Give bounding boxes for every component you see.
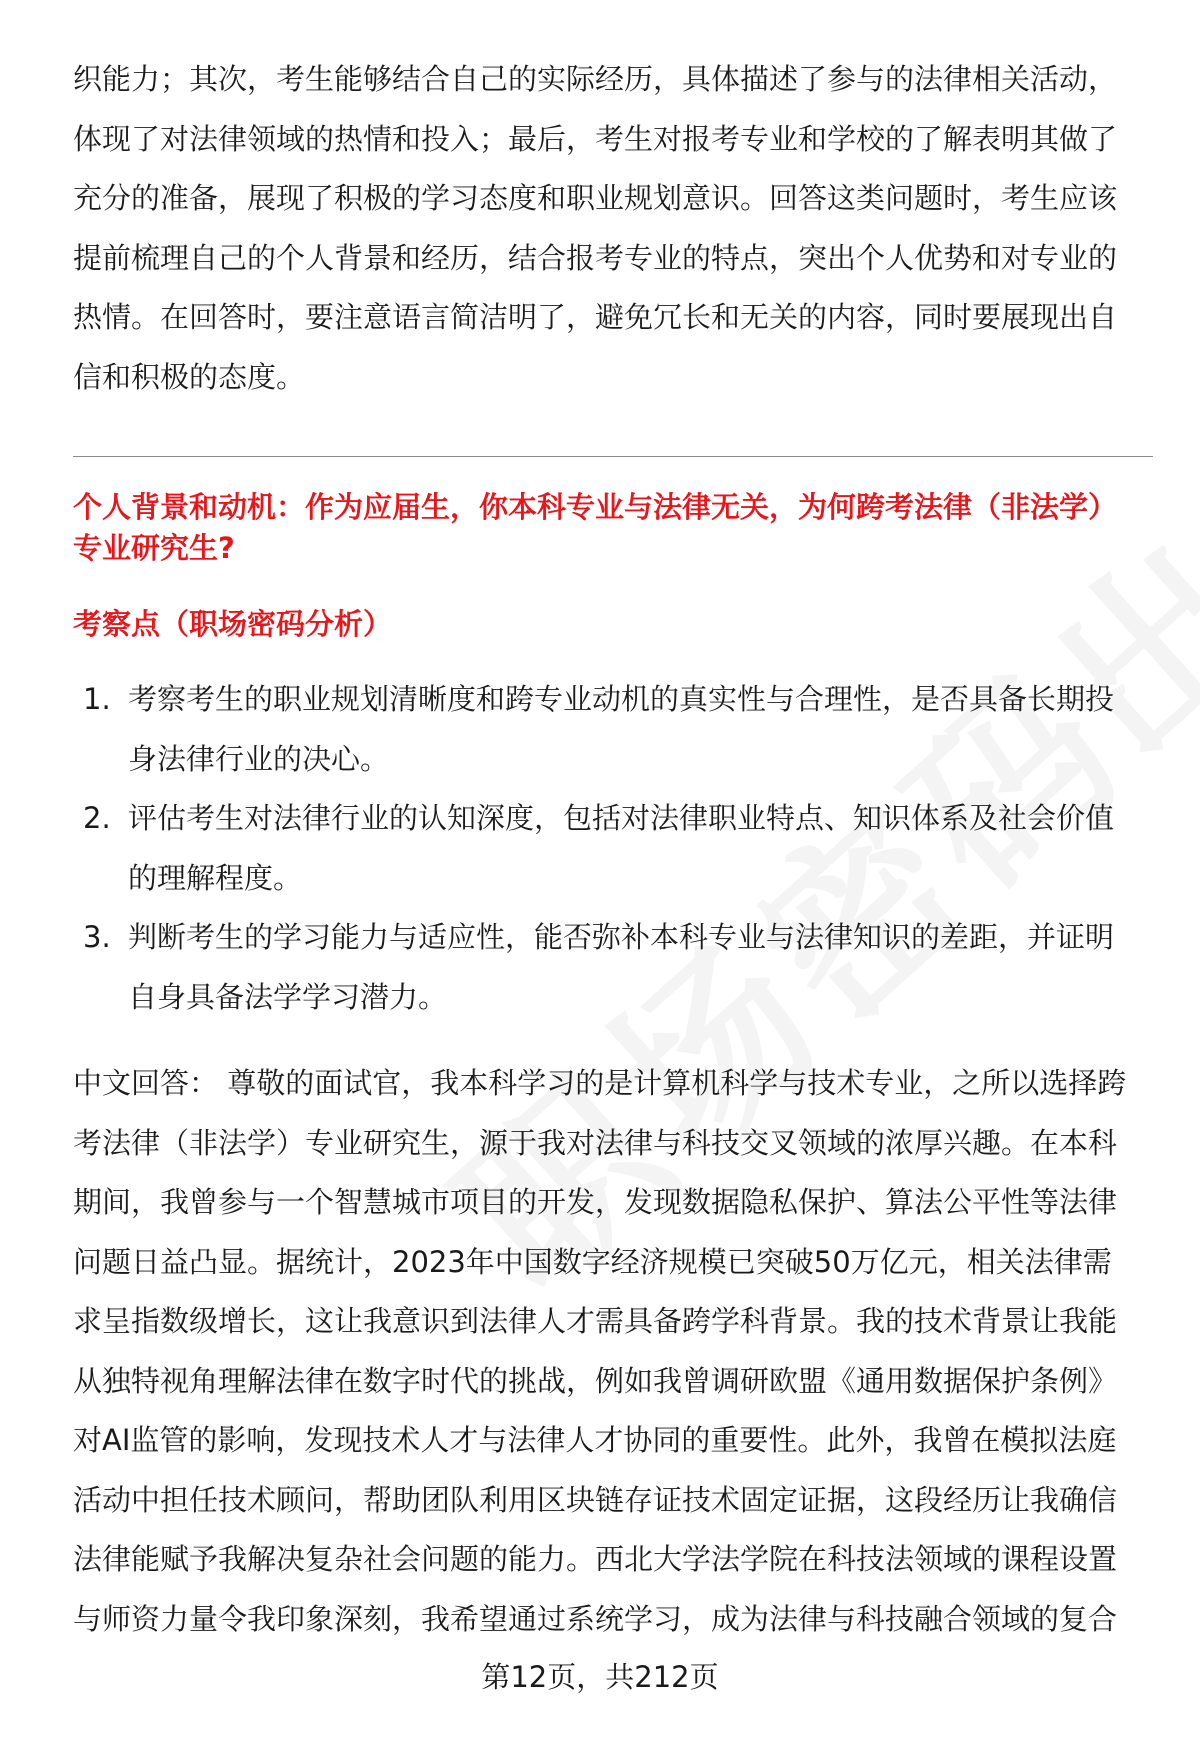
intro-paragraph	[73, 50, 1153, 407]
question-heading	[73, 487, 1163, 569]
point-number: 1.	[83, 682, 111, 716]
intro-line: 热情。在回答时，要注意语言简洁明了，避免冗长和无关的内容，同时要展现出自	[73, 300, 1118, 334]
point-line: 身法律行业的决心。	[128, 741, 390, 776]
intro-line: 提前梳理自己的个人背景和经历，结合报考专业的特点，突出个人优势和对专业的	[73, 240, 1118, 275]
point-line: 的理解程度。	[128, 860, 303, 895]
assessment-point	[73, 670, 1163, 789]
question-line: 个人背景和动机：作为应届生，你本科专业与法律无关，为何跨考法律（非法学）	[73, 490, 1118, 524]
point-number: 2.	[83, 801, 111, 835]
point-line: 考察考生的职业规划清晰度和跨专业动机的真实性与合理性，是否具备长期投	[128, 682, 1115, 716]
answer-line: 期间，我曾参与一个智慧城市项目的开发，发现数据隐私保护、算法公平性等法律	[73, 1185, 1118, 1219]
point-line: 自身具备法学学习潜力。	[128, 979, 448, 1014]
page-footer: 第12页，共212页	[481, 1660, 719, 1694]
intro-line: 体现了对法律领域的热情和投入；最后，考生对报考专业和学校的了解表明其做了	[73, 121, 1118, 156]
intro-line: 信和积极的态度。	[73, 359, 306, 394]
answer-line: 问题日益凸显。据统计，2023年中国数字经济规模已突破50万亿元，相关法律需	[73, 1244, 1112, 1279]
intro-line: 充分的准备，展现了积极的学习态度和职业规划意识。回答这类问题时，考生应该	[73, 181, 1118, 215]
section-title: 考察点（职场密码分析）	[73, 607, 393, 641]
answer-line: 对AI监管的影响，发现技术人才与法律人才协同的重要性。此外，我曾在模拟法庭	[73, 1423, 1117, 1457]
assessment-point	[73, 908, 1163, 1027]
answer-line: 中文回答： 尊敬的面试官，我本科学习的是计算机科学与技术专业，之所以选择跨	[73, 1066, 1127, 1100]
assessment-point	[73, 789, 1163, 908]
answer-paragraph	[73, 1054, 1163, 1649]
question-line: 专业研究生?	[73, 531, 235, 565]
answer-line: 从独特视角理解法律在数字时代的挑战，例如我曾调研欧盟《通用数据保护条例》	[73, 1363, 1118, 1398]
answer-line: 考法律（非法学）专业研究生，源于我对法律与科技交叉领域的浓厚兴趣。在本科	[73, 1125, 1118, 1160]
intro-line: 织能力；其次，考生能够结合自己的实际经历，具体描述了参与的法律相关活动，	[73, 62, 1118, 96]
answer-line: 与师资力量令我印象深刻，我希望通过系统学习，成为法律与科技融合领域的复合	[73, 1601, 1118, 1636]
answer-line: 法律能赋予我解决复杂社会问题的能力。西北大学法学院在科技法领域的课程设置	[73, 1542, 1118, 1576]
answer-line: 活动中担任技术顾问，帮助团队利用区块链存证技术固定证据，这段经历让我确信	[73, 1482, 1118, 1517]
section-divider	[73, 456, 1153, 457]
point-number: 3.	[83, 920, 111, 954]
point-line: 判断考生的学习能力与适应性，能否弥补本科专业与法律知识的差距，并证明	[128, 920, 1115, 954]
point-line: 评估考生对法律行业的认知深度，包括对法律职业特点、知识体系及社会价值	[128, 801, 1115, 835]
assessment-points-list	[73, 670, 1163, 1027]
answer-line: 求呈指数级增长，这让我意识到法律人才需具备跨学科背景。我的技术背景让我能	[73, 1304, 1118, 1338]
